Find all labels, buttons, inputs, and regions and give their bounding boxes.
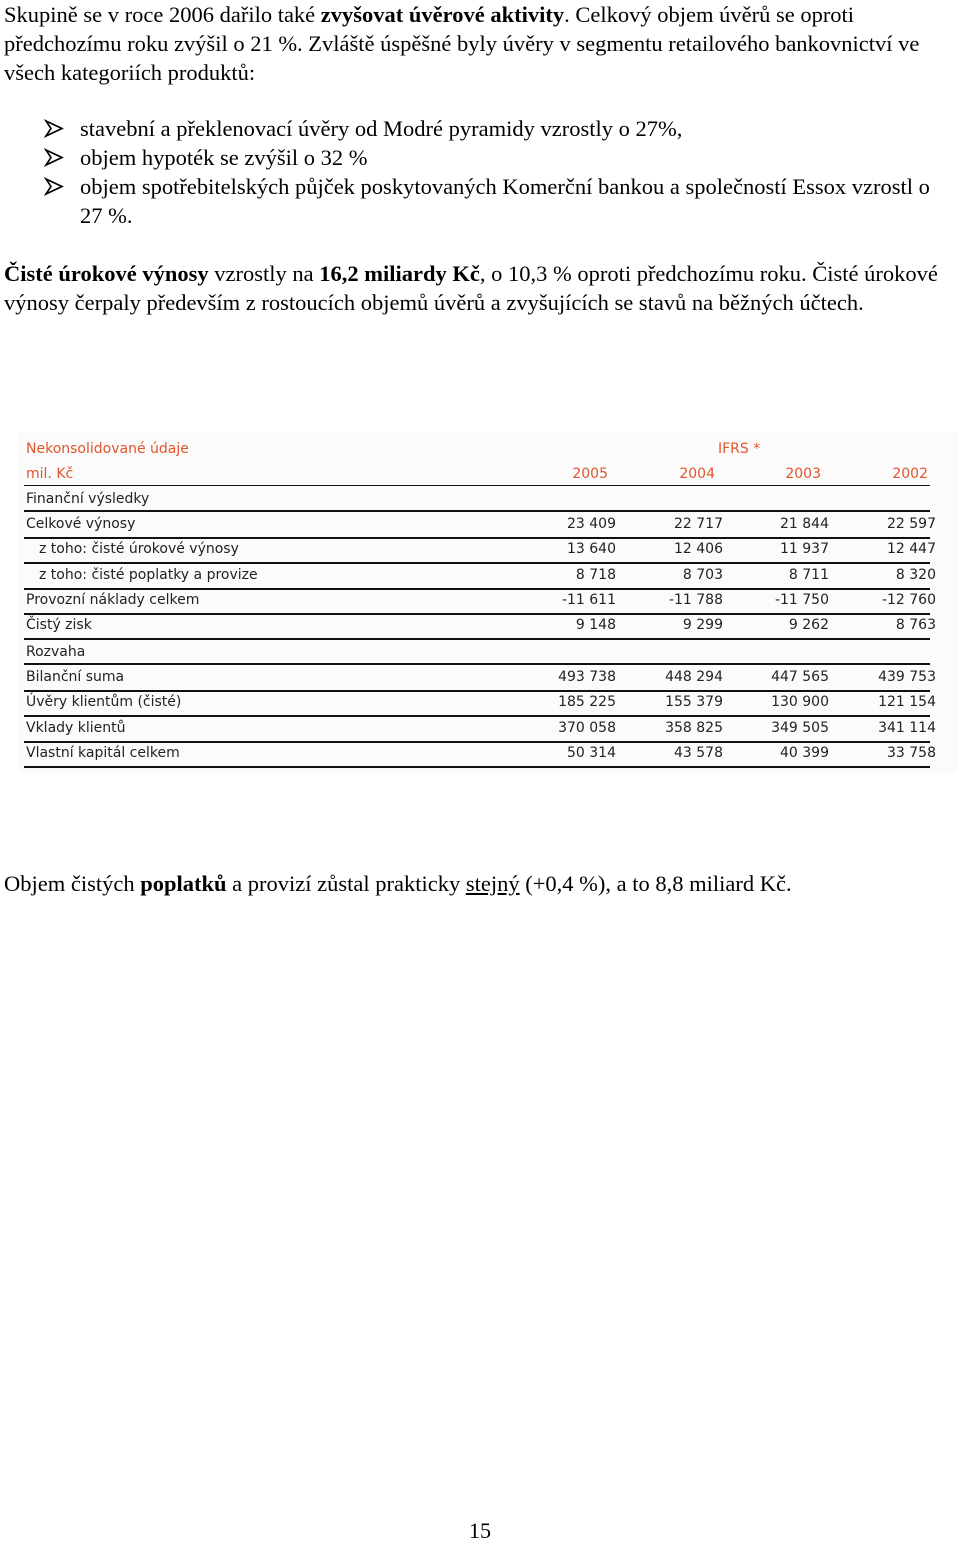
list-item (44, 143, 949, 172)
cell-value: 447 565 (771, 669, 829, 685)
table-row (26, 717, 936, 741)
cell-value: 341 114 (878, 719, 936, 736)
bullet-text: stavební a překlenovací úvěry od Modré pyramidy vzrostly o 27%, (80, 116, 683, 141)
text-run: Objem čistých (4, 871, 141, 896)
cell-value: 8 711 (788, 566, 829, 583)
cell-value: 8 763 (895, 617, 936, 634)
intro-paragraph (4, 0, 954, 87)
cell-value: 349 505 (771, 719, 829, 736)
table-title: Nekonsolidované údaje (26, 441, 189, 457)
text-run: Skupině se v roce 2006 dařilo také (4, 2, 321, 27)
row-label: Celkové výnosy (26, 516, 136, 532)
cell-value: 121 154 (878, 694, 936, 711)
cell-value: 8 718 (575, 566, 616, 583)
financial-results-table (18, 433, 958, 773)
divider (24, 510, 930, 512)
divider (24, 663, 930, 665)
bold-run: zvyšovat úvěrové aktivity (320, 2, 565, 27)
text-run: vzrostly na (208, 261, 320, 286)
cell-value: 40 399 (780, 744, 829, 761)
loan-growth-list (44, 114, 949, 230)
list-item (44, 114, 949, 143)
table-unit: mil. Kč (26, 466, 74, 482)
row-label: z toho: čisté poplatky a provize (39, 566, 258, 583)
year-header: 2003 (785, 466, 821, 482)
cell-value: 8 320 (895, 566, 936, 583)
cell-value: 155 379 (665, 694, 723, 711)
page-number: 15 (469, 1518, 491, 1543)
bold-run: 16,2 miliardy Kč (319, 261, 480, 286)
cell-value: 11 937 (780, 541, 829, 558)
cell-value: 12 447 (887, 541, 936, 558)
bullet-text: objem spotřebitelských půjček poskytovaných Komerční bankou a společností Essox vzrostl o 27 %. (80, 174, 930, 228)
row-label: Čistý zisk (26, 617, 92, 634)
cell-value: 358 825 (665, 719, 723, 736)
cell-value: 43 578 (674, 744, 723, 761)
cell-value: -11 788 (668, 591, 723, 608)
arrowhead-bullet-icon (44, 172, 66, 201)
bullet-text: objem hypoték se zvýšil o 32 % (80, 145, 368, 170)
section-heading-results: Finanční výsledky (26, 491, 150, 507)
bold-run: Čisté úrokové výnosy (4, 261, 209, 286)
row-label: Vlastní kapitál celkem (26, 744, 180, 761)
arrowhead-bullet-icon (44, 143, 66, 172)
table-row (26, 564, 936, 588)
fees-paragraph (4, 869, 954, 898)
year-header: 2005 (572, 466, 608, 482)
divider (24, 485, 930, 486)
cell-value: 185 225 (558, 694, 616, 711)
text-run: a provizí zůstal prakticky (226, 871, 466, 896)
cell-value: 9 148 (575, 617, 616, 634)
text-run: . Celkový objem úvěrů se oproti předchozímu roku zvýšil o 21 %. Zvláště úspěšné byly úvěry v segmentu retailového bankovnictví ve všech kategoriích produktů: (4, 2, 920, 85)
year-header: 2002 (892, 466, 928, 482)
cell-value: -12 760 (881, 591, 936, 608)
cell-value: 8 703 (682, 566, 723, 583)
cell-value: 22 597 (887, 516, 936, 532)
row-label: z toho: čisté úrokové výnosy (39, 541, 239, 558)
table-row (26, 589, 936, 613)
table-row (26, 513, 936, 537)
cell-value: 370 058 (558, 719, 616, 736)
divider (24, 638, 930, 640)
table-row (26, 666, 936, 690)
cell-value: 33 758 (887, 744, 936, 761)
cell-value: 21 844 (780, 516, 829, 532)
cell-value: 50 314 (567, 744, 616, 761)
table-row (26, 742, 936, 766)
cell-value: -11 611 (561, 591, 616, 608)
cell-value: 9 299 (682, 617, 723, 634)
row-label: Provozní náklady celkem (26, 591, 200, 608)
table-standard: IFRS * (718, 441, 761, 457)
cell-value: 13 640 (567, 541, 616, 558)
section-heading-balance: Rozvaha (26, 644, 86, 660)
table-row (26, 691, 936, 715)
cell-value: 22 717 (674, 516, 723, 532)
table-row (26, 538, 936, 562)
cell-value: 9 262 (788, 617, 829, 634)
arrowhead-bullet-icon (44, 114, 66, 143)
cell-value: 439 753 (878, 669, 936, 685)
interest-income-paragraph (4, 259, 954, 317)
row-label: Úvěry klientům (čisté) (26, 694, 182, 711)
divider (24, 766, 930, 768)
cell-value: 23 409 (567, 516, 616, 532)
text-run: , o 10,3 % oproti předchozímu roku. Čisté úrokové výnosy čerpaly především z rostoucích objemů úvěrů a zvyšujících se stavů na běžných účtech. (4, 261, 938, 315)
cell-value: -11 750 (774, 591, 829, 608)
text-run: (+0,4 %), a to 8,8 miliard Kč. (519, 871, 792, 896)
row-label: Bilanční suma (26, 669, 125, 685)
cell-value: 448 294 (665, 669, 723, 685)
year-header: 2004 (679, 466, 715, 482)
bold-run: poplatků (140, 871, 227, 896)
cell-value: 12 406 (674, 541, 723, 558)
table-row (26, 614, 936, 638)
cell-value: 130 900 (771, 694, 829, 711)
cell-value: 493 738 (558, 669, 616, 685)
underlined-run: stejný (465, 871, 520, 896)
row-label: Vklady klientů (26, 719, 126, 736)
list-item (44, 172, 949, 230)
